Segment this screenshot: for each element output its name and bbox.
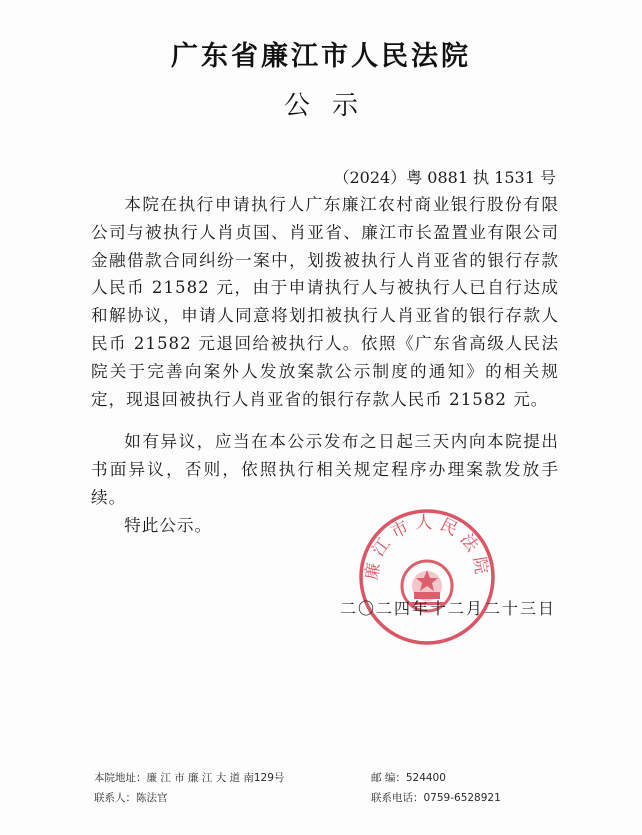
court-seal-stamp bbox=[356, 506, 498, 648]
notice-date: 二〇二四年十二月二十三日 bbox=[339, 599, 556, 618]
court-address: 本院地址：廉 江 市 廉 江 大 道 南129号 bbox=[94, 772, 285, 784]
notice-paragraph-objection: 如有异议，应当在本公示发布之日起三天内向本院提出书面异议，否则，依照执行相关规定程序办理案款发放手续。 bbox=[91, 432, 559, 507]
court-name-heading: 广东省廉江市人民法院 bbox=[171, 41, 471, 72]
document-title: 公示 bbox=[283, 91, 380, 121]
contact-phone: 联系电话：0759-6528921 bbox=[371, 792, 501, 804]
footer-contact-info bbox=[94, 768, 544, 808]
postcode: 邮 编：524400 bbox=[371, 772, 446, 784]
seal-arc-text: 廉江市人民法院 bbox=[361, 513, 493, 582]
notice-paragraph-main: 本院在执行申请执行人广东廉江农村商业银行股份有限公司与被执行人肖贞国、肖亚省、廉江市长盈置业有限公司金融借款合同纠纷一案中，划拨被执行人肖亚省的银行存款人民币 21582 元，由于申请执行人与被执行人已自行达成和解协议，申请人同意将划扣被执行人肖亚省的银行存款人民币 21582 元退回给被执行人。依照《广东省高级人民法院关于完善向案外人发放案款公示制度的通知》的相关规定，现退回被执行人肖亚省的银行存款人民币 21582 元。 bbox=[91, 195, 559, 409]
notice-body bbox=[91, 191, 559, 540]
case-number: （2024）粤 0881 执 1531 号 bbox=[333, 168, 556, 187]
notice-paragraph-closing: 特此公示。 bbox=[124, 515, 213, 535]
contact-person: 联系人：陈法官 bbox=[94, 792, 168, 804]
